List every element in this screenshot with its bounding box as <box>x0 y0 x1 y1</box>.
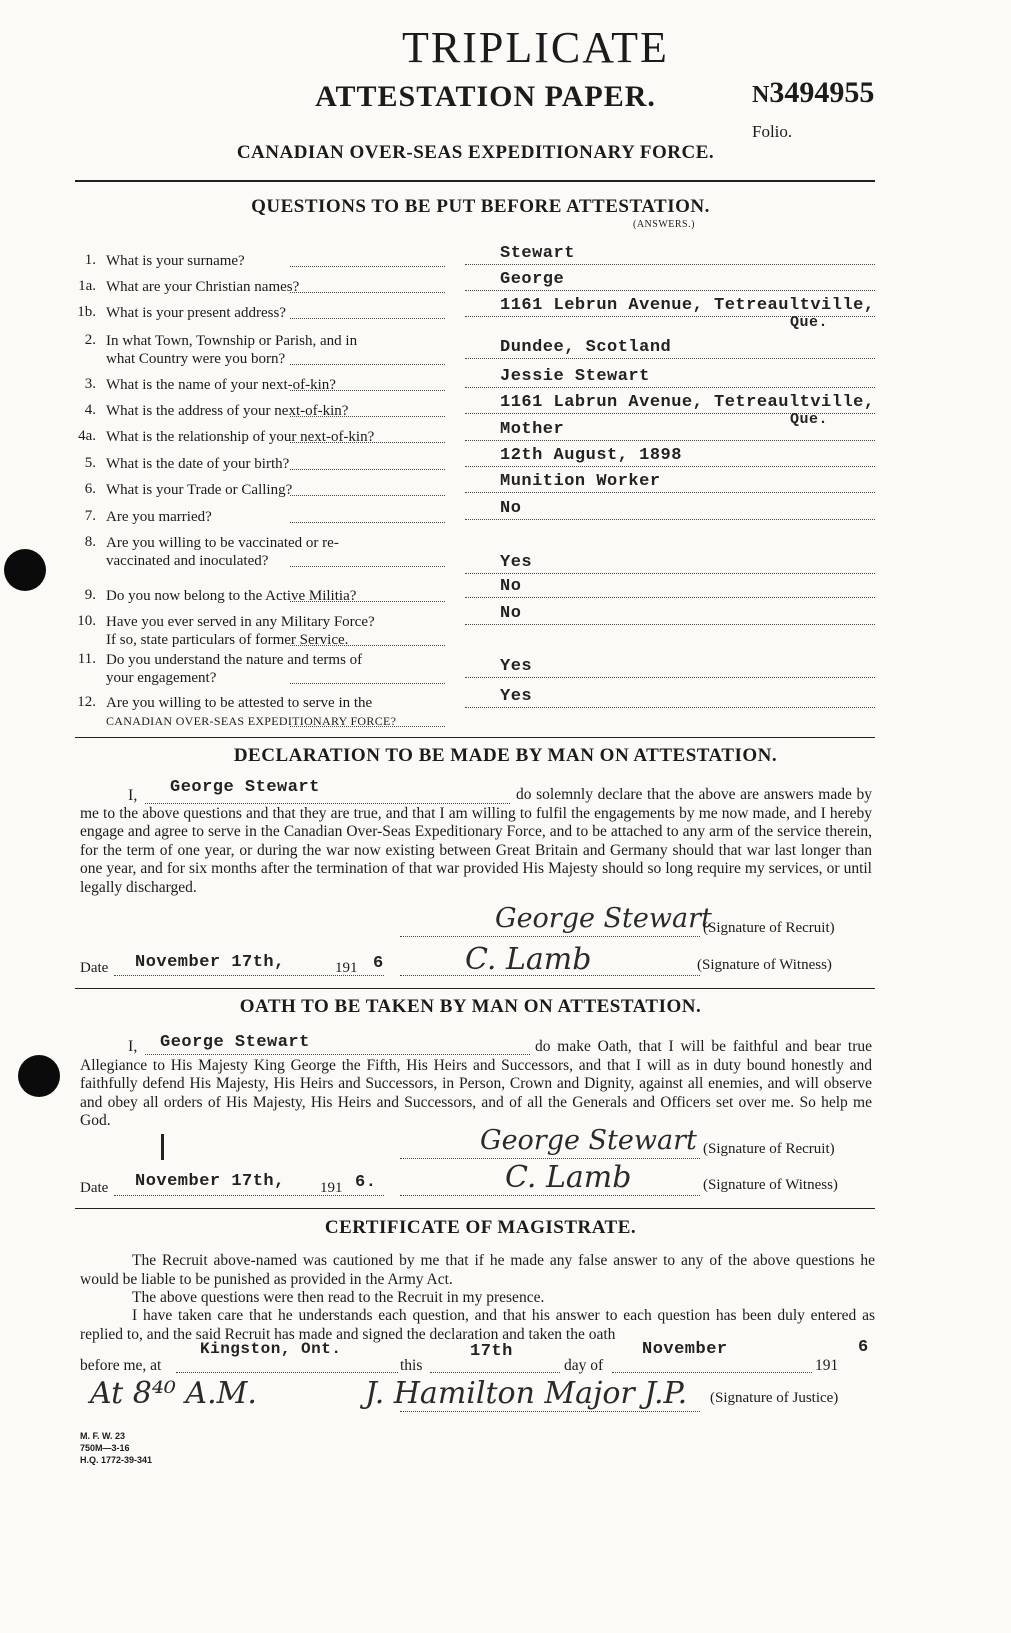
answer-line <box>465 573 875 574</box>
certificate-para-2: The above questions were then read to the Recruit in my presence. <box>132 1289 545 1306</box>
question-leader <box>290 416 445 417</box>
justice-line <box>400 1411 700 1412</box>
declaration-name: George Stewart <box>170 778 320 797</box>
time-note: At 8⁴⁰ A.M. <box>90 1376 257 1411</box>
this-label: this <box>400 1357 423 1374</box>
questions-rule <box>75 737 875 738</box>
question-text: What is your surname? <box>106 253 245 269</box>
pen-mark <box>161 1134 164 1160</box>
question-number: 1b. <box>77 304 96 320</box>
question-text: What is the relationship of your next-of-kin? <box>106 429 375 445</box>
question-text: Have you ever served in any Military Force? <box>106 614 375 630</box>
regimental-number: 3494955 <box>769 76 875 109</box>
answer-text: No <box>500 577 522 596</box>
question-number: 5. <box>84 455 96 471</box>
question-leader <box>290 390 445 391</box>
recruit-label-2: (Signature of Recruit) <box>703 1141 835 1157</box>
declaration-body: do solemnly declare that the above are answers made by me to the above questions and that they are true, and that I am willing to fulfil the engagements by me now made, and I hereby engage and agree to serve in the Canadian Over-Seas Expeditionary Force, and to be attached to any arm of the service therein, for the term of one year, or during the war now existing between Great Britain and Germany should that war last longer than one year, and for six months after the termination of that war provided His Majesty should so long require my services, or until legally discharged. <box>80 786 872 896</box>
answer-text: 1161 Lebrun Avenue, Tetreaultville, <box>500 296 875 315</box>
declaration-date: November 17th, <box>135 953 285 972</box>
place-line <box>176 1372 398 1373</box>
day-line <box>430 1372 560 1373</box>
question-leader <box>290 364 445 365</box>
header-rule <box>75 180 875 182</box>
question-text: Do you understand the nature and terms of <box>106 652 363 668</box>
answer-line <box>465 519 875 520</box>
punch-hole-top <box>4 549 46 591</box>
question-leader <box>290 292 445 293</box>
oath-heading: OATH TO BE TAKEN BY MAN ON ATTESTATION. <box>239 996 702 1017</box>
answer-line <box>465 492 875 493</box>
witness-label-1: (Signature of Witness) <box>697 957 832 973</box>
certificate-heading: CERTIFICATE OF MAGISTRATE. <box>324 1217 637 1238</box>
question-leader <box>290 318 445 319</box>
answer-line <box>465 358 875 359</box>
answer-text: 12th August, 1898 <box>500 446 682 465</box>
question-leader <box>290 683 445 684</box>
answer-text: Yes <box>500 657 533 676</box>
folio-label: Folio. <box>752 122 793 141</box>
oath-date: November 17th, <box>135 1172 285 1191</box>
declaration-rule <box>75 988 875 989</box>
form-code-line-1: M. F. W. 23 <box>80 1431 126 1441</box>
question-number: 2. <box>84 332 96 348</box>
question-text: What is the date of your birth? <box>106 456 290 472</box>
answer-line <box>465 290 875 291</box>
answer-line <box>465 707 875 708</box>
answer-text: Dundee, Scotland <box>500 338 672 357</box>
declaration-text <box>80 786 872 897</box>
form-code-line-3: H.Q. 1772-39-341 <box>80 1455 153 1465</box>
declaration-prefix: I, <box>128 787 138 804</box>
question-number: 8. <box>84 534 96 550</box>
answer-line <box>465 440 875 441</box>
question-number: 10. <box>77 613 96 629</box>
question-text-continued: vaccinated and inoculated? <box>106 553 269 569</box>
question-number: 4a. <box>78 428 96 444</box>
answer-line <box>465 677 875 678</box>
answer-text: 1161 Labrun Avenue, Tetreaultville, <box>500 393 875 412</box>
answers-label: (ANSWERS.) <box>633 219 695 230</box>
form-code <box>80 1430 152 1466</box>
justice-signature: J. Hamilton Major J.P. <box>365 1376 688 1411</box>
recruit-label-1: (Signature of Recruit) <box>703 920 835 936</box>
justice-label: (Signature of Justice) <box>710 1390 839 1406</box>
question-number: 1a. <box>78 278 96 294</box>
answer-line <box>465 624 875 625</box>
question-text: In what Town, Township or Parish, and in <box>106 333 358 349</box>
force-name: CANADIAN OVER-SEAS EXPEDITIONARY FORCE. <box>236 142 715 163</box>
magistrate-place: Kingston, Ont. <box>200 1340 342 1358</box>
magistrate-year-suffix: 6 <box>858 1338 869 1357</box>
answer-text: Munition Worker <box>500 472 661 491</box>
answer-line <box>465 597 875 598</box>
question-text: Do you now belong to the Active Militia? <box>106 588 357 604</box>
answer-text: Stewart <box>500 244 575 263</box>
question-leader <box>290 266 445 267</box>
question-number: 9. <box>84 587 96 603</box>
question-text-continued: If so, state particulars of former Service. <box>106 632 349 648</box>
question-text: Are you willing to be vaccinated or re- <box>106 535 339 551</box>
date-line-2 <box>114 1195 384 1196</box>
oath-rule <box>75 1208 875 1209</box>
question-number: 7. <box>84 508 96 524</box>
witness-signature-2: C. Lamb <box>505 1160 632 1195</box>
question-text: What is your present address? <box>106 305 286 321</box>
answer-text-continued: Que. <box>790 314 829 331</box>
certificate-para-1: The Recruit above-named was cautioned by me that if he made any false answer to any of the above questions he would be liable to be punished as provided in the Army Act. <box>80 1252 875 1288</box>
question-leader <box>290 522 445 523</box>
recruit-signature-2: George Stewart <box>480 1125 697 1156</box>
question-leader <box>290 726 445 727</box>
answer-text: Yes <box>500 553 533 572</box>
question-number: 11. <box>77 651 96 667</box>
recruit-signature-1: George Stewart <box>495 903 712 934</box>
answer-text: Mother <box>500 420 565 439</box>
question-number: 1. <box>84 252 96 268</box>
day-of-label: day of <box>564 1357 604 1374</box>
question-number: 3. <box>84 376 96 392</box>
witness-line-2 <box>400 1195 700 1196</box>
month-line <box>612 1372 812 1373</box>
question-text: Are you married? <box>106 509 212 525</box>
before-me-label: before me, at <box>80 1357 162 1374</box>
question-text-continued: what Country were you born? <box>106 351 286 367</box>
oath-body: do make Oath, that I will be faithful and bear true Allegiance to His Majesty King George the Fifth, His Heirs and Successors, and that I will as in duty bound honestly and faithfully defend His Majesty, His Heirs and Successors, in Person, Crown and Dignity, against all enemies, and will observe and obey all orders of His Majesty, His Heirs and Successors, and of all the Generals and Officers set over me. So help me God. <box>80 1038 872 1129</box>
question-text: What is your Trade or Calling? <box>106 482 293 498</box>
answer-text: No <box>500 499 522 518</box>
serial-number <box>752 76 874 110</box>
certificate-para-3: I have taken care that he understands each question, and that his answer to each question has been duly entered as replied to, and the said Recruit has made and signed the declaration and taken the oath <box>80 1307 875 1343</box>
witness-signature-1: C. Lamb <box>465 942 592 977</box>
question-number: 12. <box>77 694 96 710</box>
answer-line <box>465 387 875 388</box>
recruit-signature-line-2 <box>400 1158 700 1159</box>
recruit-signature-line-1 <box>400 936 700 937</box>
question-leader <box>290 495 445 496</box>
magistrate-month: November <box>642 1340 728 1359</box>
declaration-year-prefix: 191 <box>335 960 358 976</box>
answer-line <box>465 264 875 265</box>
question-number: 6. <box>84 481 96 497</box>
magistrate-day: 17th <box>470 1342 513 1361</box>
document-subtitle: ATTESTATION PAPER. <box>315 80 656 113</box>
question-text-continued: your engagement? <box>106 670 217 686</box>
answer-text: Yes <box>500 687 533 706</box>
questions-heading: QUESTIONS TO BE PUT BEFORE ATTESTATION. <box>251 196 710 217</box>
question-text: What is the address of your next-of-kin? <box>106 403 349 419</box>
question-leader <box>290 566 445 567</box>
oath-prefix: I, <box>128 1038 138 1055</box>
question-number: 4. <box>84 402 96 418</box>
declaration-year-suffix: 6 <box>373 954 384 973</box>
question-text: What is the name of your next-of-kin? <box>106 377 336 393</box>
number-prefix: N <box>752 82 770 108</box>
answer-text: Jessie Stewart <box>500 367 650 386</box>
magistrate-year-prefix: 191 <box>815 1357 839 1374</box>
answer-text: George <box>500 270 565 289</box>
punch-hole-bottom <box>18 1055 60 1097</box>
oath-year-prefix: 191 <box>320 1180 343 1196</box>
answer-line <box>465 466 875 467</box>
declaration-heading: DECLARATION TO BE MADE BY MAN ON ATTESTATION. <box>233 745 778 766</box>
question-leader <box>290 469 445 470</box>
answer-text-continued: Que. <box>790 411 829 428</box>
oath-year-suffix: 6. <box>355 1173 377 1192</box>
form-code-line-2: 750M—3-16 <box>80 1443 130 1453</box>
answer-text: No <box>500 604 522 623</box>
question-leader <box>290 601 445 602</box>
document-title: TRIPLICATE <box>402 23 669 72</box>
question-text: Are you willing to be attested to serve in the <box>106 695 373 711</box>
date-label-1: Date <box>80 960 109 976</box>
question-text-continued: CANADIAN OVER-SEAS EXPEDITIONARY FORCE? <box>106 714 397 728</box>
date-label-2: Date <box>80 1180 109 1196</box>
witness-label-2: (Signature of Witness) <box>703 1177 838 1193</box>
question-leader <box>290 645 445 646</box>
oath-text <box>80 1038 872 1131</box>
question-leader <box>290 442 445 443</box>
question-text: What are your Christian names? <box>106 279 300 295</box>
oath-name: George Stewart <box>160 1033 310 1052</box>
